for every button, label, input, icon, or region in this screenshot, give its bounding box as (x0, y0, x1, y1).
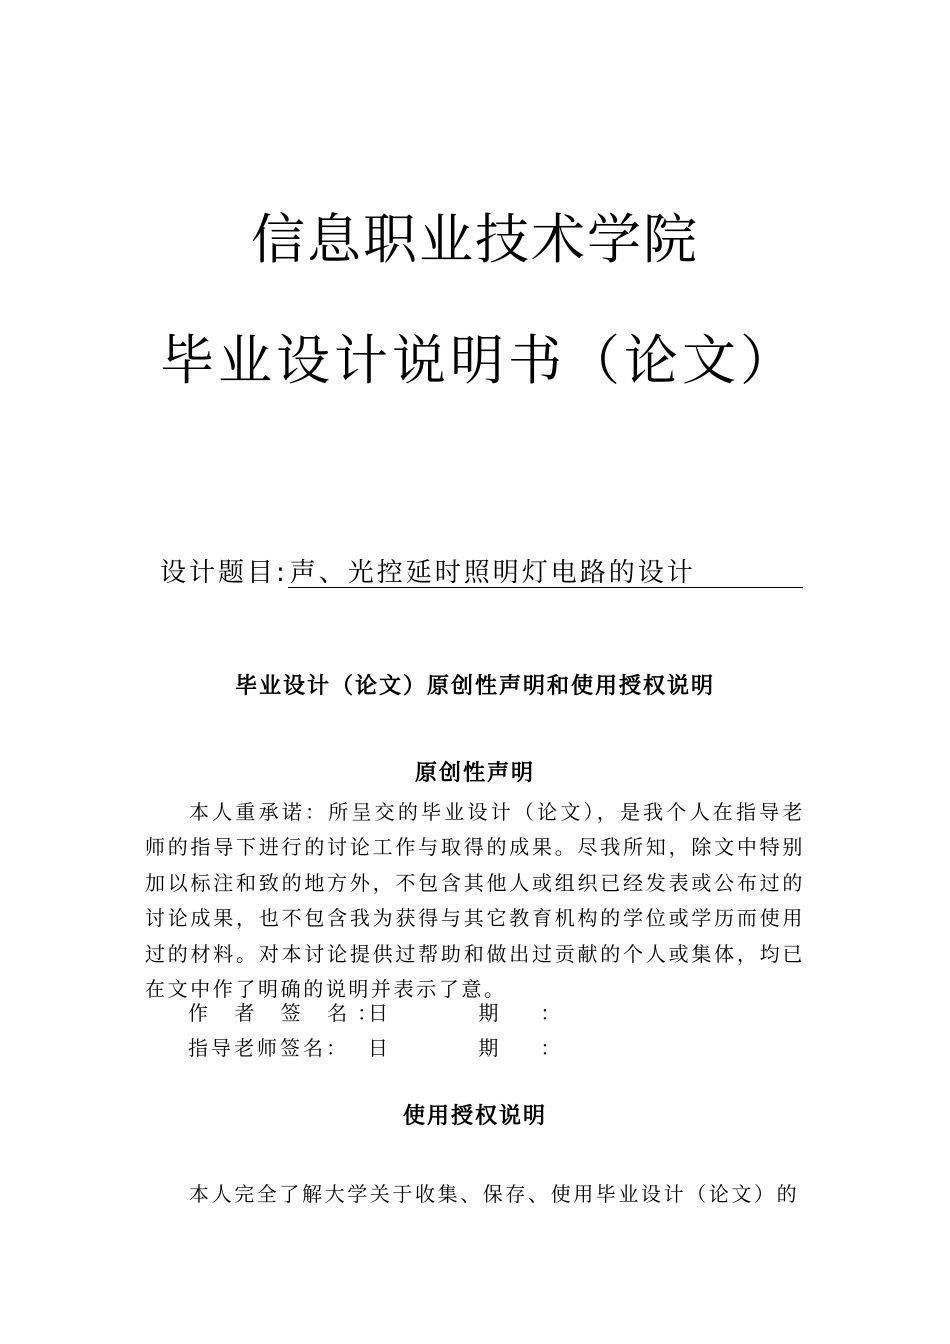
author-signature-label: 作 者 签 名： (188, 1001, 388, 1025)
author-date-label: 日 期： (368, 1001, 603, 1025)
design-topic-label: 设计题目: (160, 558, 288, 588)
advisor-date-label: 日 期： (368, 1036, 603, 1060)
advisor-signature-label: 指导老师签名： (188, 1036, 349, 1060)
authorization-heading: 使用授权说明 (402, 1104, 547, 1129)
originality-body: 本人重承诺：所呈交的毕业设计（论文），是我个人在指导老师的指导下进行的讨论工作与取得的成果。尽我所知，除文中特别加以标注和致的地方外，不包含其他人或组织已经发表或公布过的讨论成果，也不包含我为获得与其它教育机构的学位或学历而使用过的材料。对本讨论提供过帮助和做出过贡献的个人或集体，均已在文中作了明确的说明并表示了意。 (145, 800, 805, 1002)
document-title: 毕业设计说明书（论文） (160, 329, 798, 392)
design-topic-value: 声、光控延时照明灯电路的设计 (288, 556, 803, 588)
declaration-title: 毕业设计（论文）原创性声明和使用授权说明 (234, 674, 715, 699)
authorization-body: 本人完全了解大学关于收集、保存、使用毕业设计（论文）的 (189, 1182, 800, 1206)
originality-heading: 原创性声明 (414, 761, 535, 786)
author-signature-row (188, 996, 602, 1030)
advisor-signature-row (188, 1031, 602, 1065)
school-name: 信息职业技术学院 (251, 208, 699, 271)
design-topic-row (160, 556, 805, 592)
